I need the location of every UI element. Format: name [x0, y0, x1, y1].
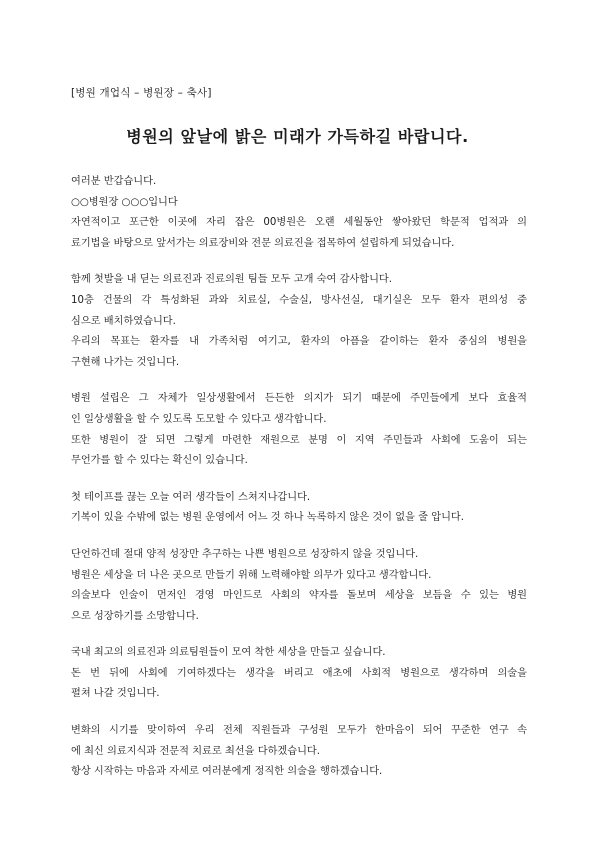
- document-title: 병원의 앞날에 밝은 미래가 가득하길 바랍니다.: [126, 127, 469, 146]
- paragraph: [71, 488, 527, 529]
- text-line: 의술보다 인술이 먼저인 경영 마인드로 사회의 약자를 돌보며 세상을 보듬을 수 있는 병원: [71, 590, 527, 602]
- text-line: 기복이 있을 수밖에 없는 병원 운영에서 어느 것 하나 녹록하지 않은 것이 없을 줄 압니다.: [71, 512, 465, 524]
- paragraph: [71, 545, 527, 627]
- text-line: 병원은 세상을 더 나은 곳으로 만들기 위해 노력해야할 의무가 있다고 생각합니다.: [71, 569, 432, 581]
- text-line: 첫 테이프를 끊는 오늘 여러 생각들이 스쳐지나갑니다.: [71, 491, 311, 503]
- text-line: 항상 시작하는 마음과 자세로 여러분에게 정직한 의술을 행하겠습니다.: [71, 766, 383, 778]
- paragraph-gap: [71, 705, 527, 721]
- text-line: 무언가를 할 수 있다는 확신이 있습니다.: [71, 455, 248, 467]
- text-line: 10층 건물의 각 특성화된 과와 치료실, 수술실, 방사선실, 대기실은 모두 환자 편의성 중: [71, 294, 527, 306]
- paragraph-gap: [71, 373, 527, 389]
- paragraph: [71, 172, 527, 254]
- paragraph: [71, 389, 527, 471]
- text-line: 변화의 시기를 맞이하여 우리 전체 직원들과 구성원 모두가 한마음이 되어 꾸준한 연구 속: [71, 725, 527, 737]
- paragraph-gap: [71, 254, 527, 270]
- paragraph-gap: [71, 472, 527, 488]
- text-line: 국내 최고의 의료진과 의료팀원들이 모여 착한 세상을 만들고 싶습니다.: [71, 647, 386, 659]
- text-line: 자연적이고 포근한 이곳에 자리 잡은 00병원은 오랜 세월동안 쌓아왔던 학문적 업적과 의: [71, 217, 527, 229]
- document-body: [71, 172, 527, 783]
- paragraph-gap: [71, 529, 527, 545]
- paragraph: [71, 721, 527, 783]
- text-line: ○○병원장 ○○○입니다: [71, 196, 178, 208]
- text-line: 에 최신 의료지식과 전문적 치료로 최선을 다하겠습니다.: [71, 745, 321, 757]
- text-line: 심으로 배치하였습니다.: [71, 315, 176, 327]
- text-line: 펼쳐 나갈 것입니다.: [71, 688, 160, 700]
- text-line: 또한 병원이 잘 되면 그렇게 마련한 재원으로 분명 이 지역 주민들과 사회에 도움이 되는: [71, 434, 527, 446]
- text-line: 함께 첫발을 내 딛는 의료진과 진료의원 팀들 모두 고개 숙여 감사합니다.: [71, 274, 393, 286]
- text-line: 돈 번 뒤에 사회에 기여하겠다는 생각을 버리고 애초에 사회적 병원으로 생각하며 의술을: [71, 667, 527, 679]
- text-line: 인 일상생활을 할 수 있도록 도모할 수 있다고 생각합니다.: [71, 413, 327, 425]
- text-line: 단언하건데 절대 양적 성장만 추구하는 나쁜 병원으로 성장하지 않을 것입니다.: [71, 548, 419, 560]
- document-category: [병원 개업식 – 병원장 – 축사]: [71, 87, 212, 99]
- text-line: 으로 성장하기를 소망합니다.: [71, 610, 199, 622]
- text-line: 우리의 목표는 환자를 내 가족처럼 여기고, 환자의 아픔을 같이하는 환자 중심의 병원을: [71, 336, 527, 348]
- paragraph-gap: [71, 627, 527, 643]
- text-line: 료기법을 바탕으로 앞서가는 의료장비와 전문 의료진을 접목하여 설립하게 되었습니다.: [71, 237, 455, 249]
- text-line: 병원 설립은 그 자체가 일상생활에서 든든한 의지가 되기 때문에 주민들에게 보다 효율적: [71, 393, 527, 405]
- text-line: 구현해 나가는 것입니다.: [71, 356, 180, 368]
- text-line: 여러분 반갑습니다.: [71, 176, 157, 187]
- paragraph: [71, 270, 527, 373]
- paragraph: [71, 643, 527, 705]
